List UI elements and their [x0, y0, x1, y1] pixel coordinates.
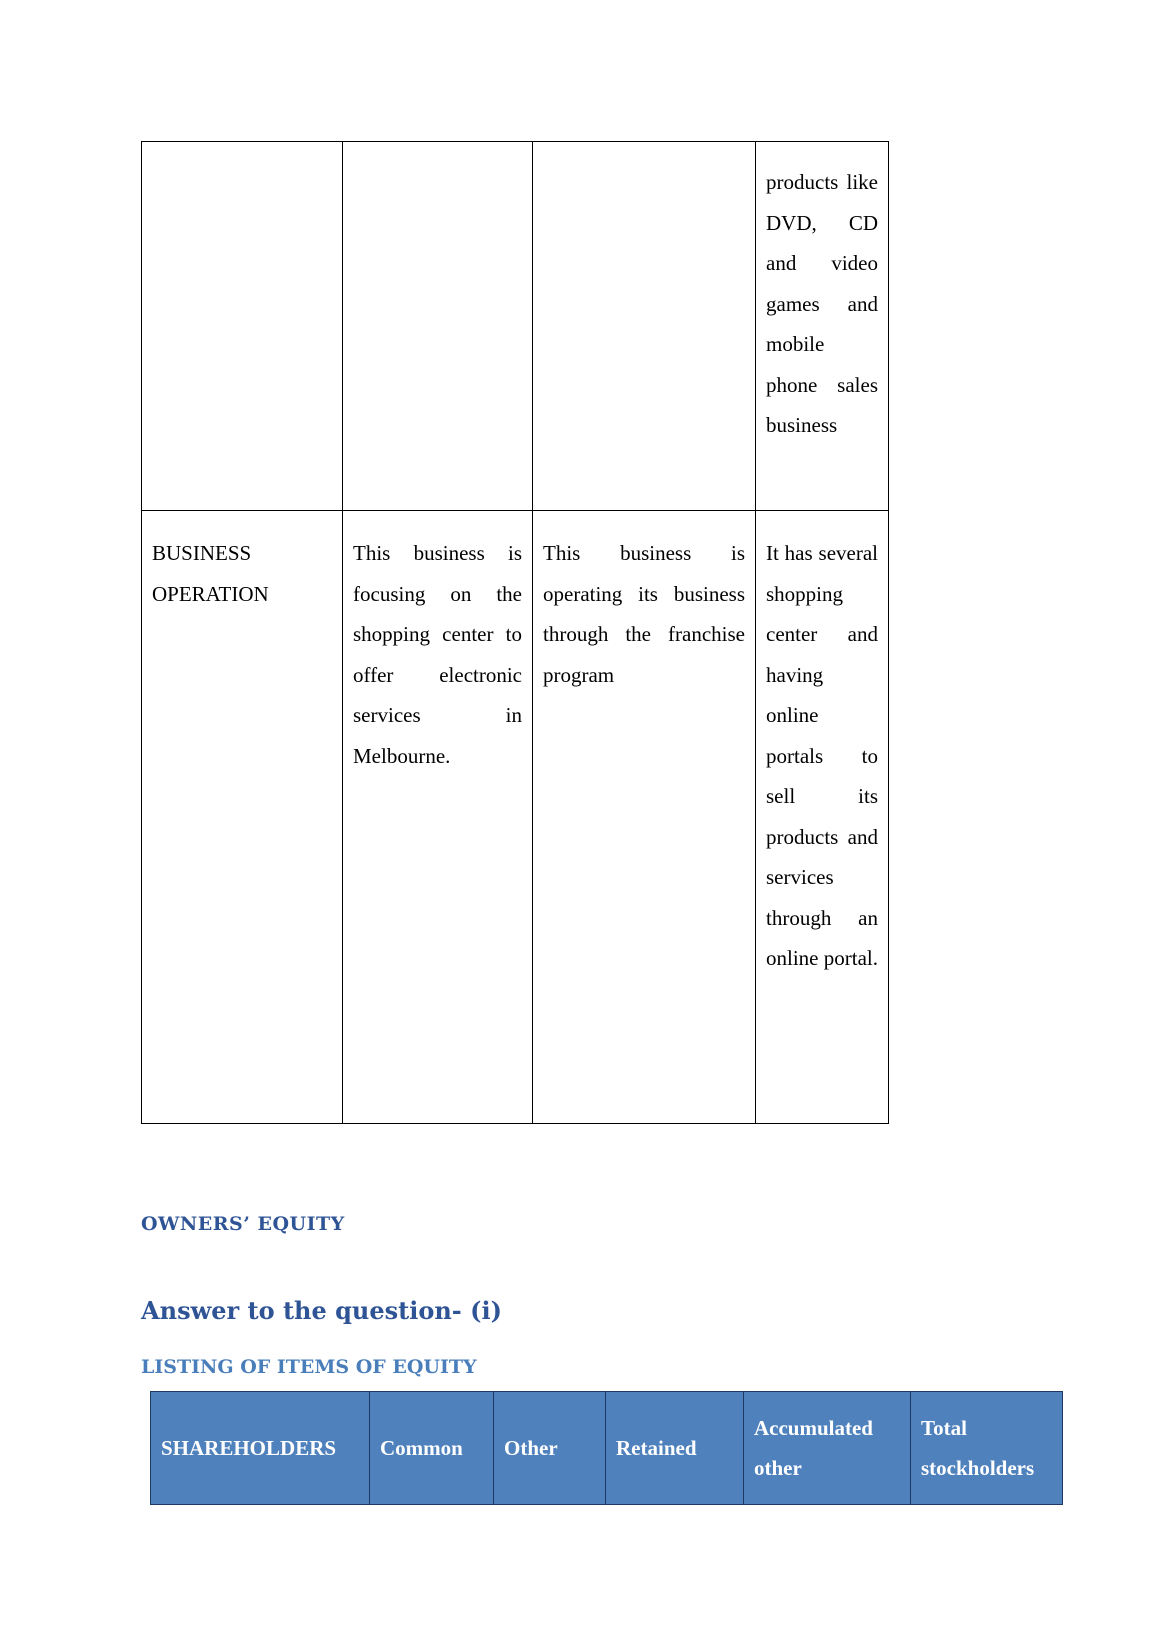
- table-cell: [343, 142, 533, 511]
- table-cell: It has several shopping center and having online portals to sell its products and services through an online portal.: [756, 511, 889, 1124]
- answer-heading: Answer to the question- (i): [141, 1296, 502, 1325]
- table-cell: [533, 142, 756, 511]
- header-total-stockholders: Total stockholders: [911, 1392, 1063, 1505]
- header-other: Other: [494, 1392, 606, 1505]
- owners-equity-heading: OWNERS’ EQUITY: [141, 1213, 345, 1235]
- row-label-cell: [142, 142, 343, 511]
- business-comparison-table: [141, 141, 889, 1124]
- header-accumulated-other: Accumulated other: [744, 1392, 911, 1505]
- table-header-row: [151, 1392, 1063, 1505]
- table-cell: products like DVD, CD and video games and mobile phone sales business: [756, 142, 889, 511]
- listing-heading: LISTING OF ITEMS OF EQUITY: [141, 1356, 477, 1378]
- header-shareholders: SHAREHOLDERS: [151, 1392, 370, 1505]
- table-row: [142, 142, 889, 511]
- header-common: Common: [370, 1392, 494, 1505]
- header-retained: Retained: [606, 1392, 744, 1505]
- table-cell: This business is focusing on the shopping center to offer electronic services in Melbourne.: [343, 511, 533, 1124]
- row-label-cell: BUSINESS OPERATION: [142, 511, 343, 1124]
- equity-items-table: [150, 1391, 1063, 1505]
- table-cell: This business is operating its business through the franchise program: [533, 511, 756, 1124]
- table-row: [142, 511, 889, 1124]
